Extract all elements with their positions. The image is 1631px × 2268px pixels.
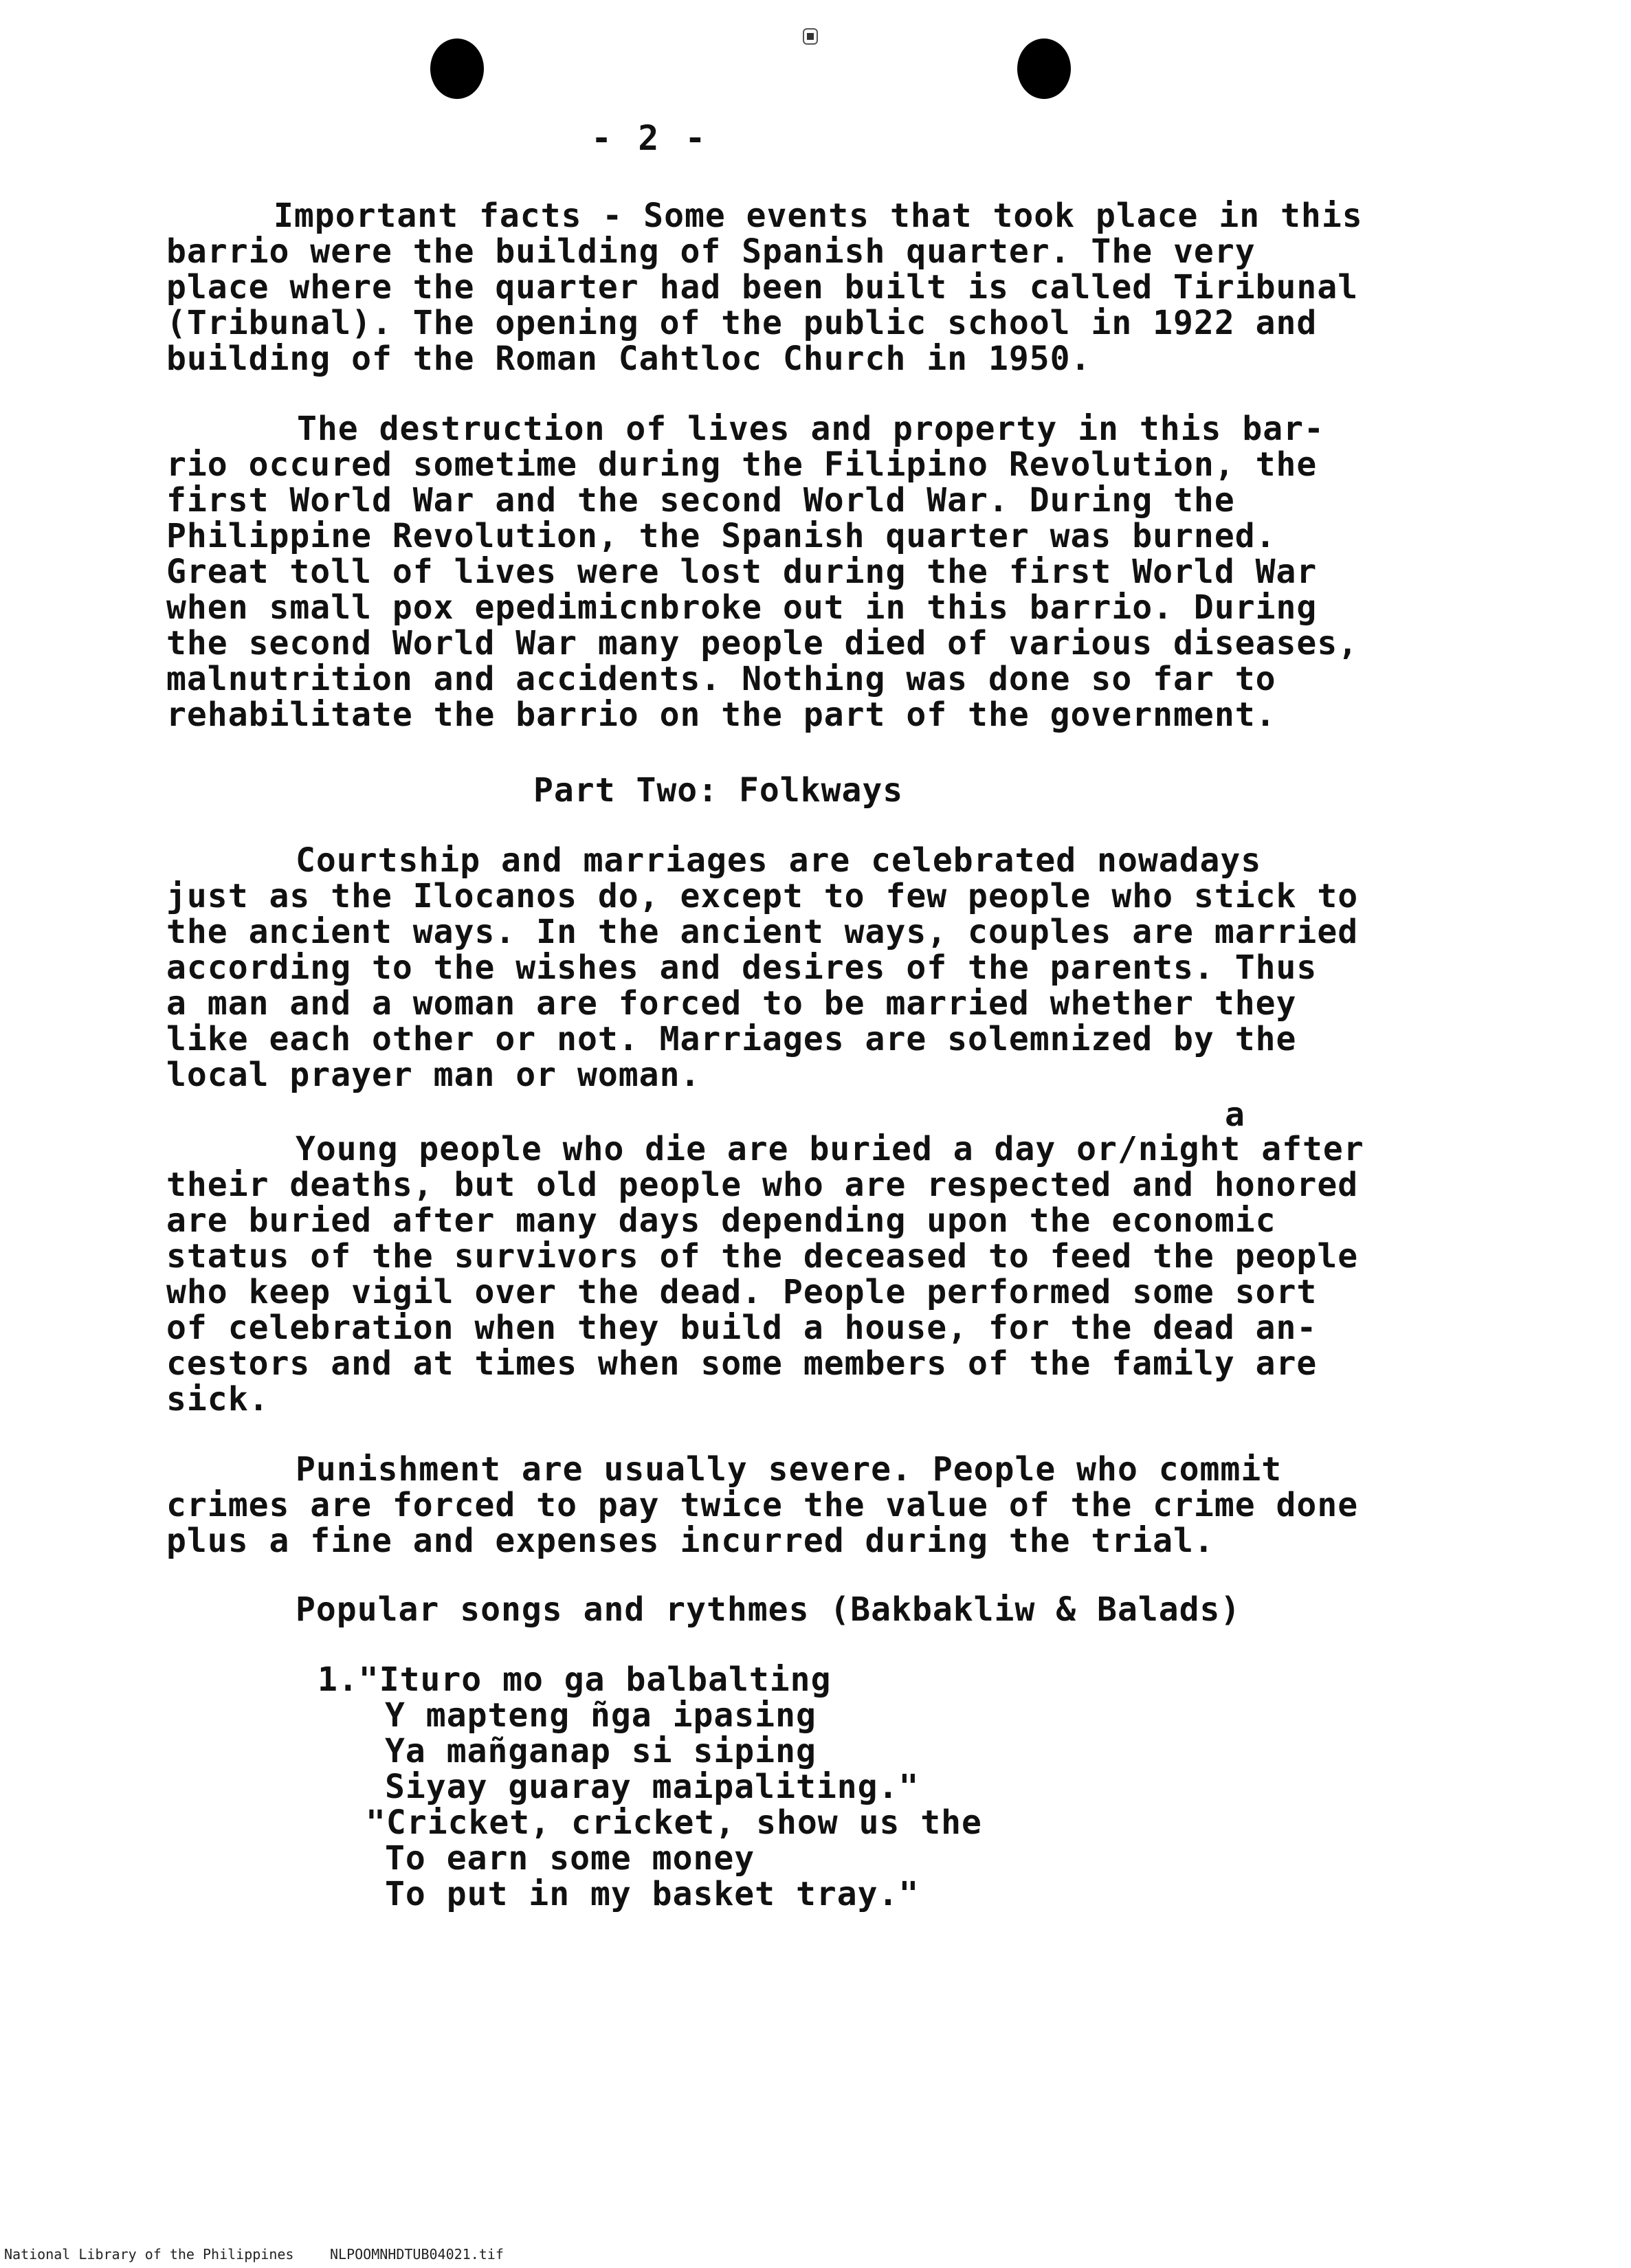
text-line: just as the Ilocanos do, except to few people who stick to <box>166 877 1359 915</box>
text-line: barrio were the building of Spanish quarter. The very <box>166 232 1256 271</box>
text-line: malnutrition and accidents. Nothing was done so far to <box>166 660 1276 698</box>
text-line: cestors and at times when some members of the family are <box>166 1344 1318 1383</box>
song-line: Y mapteng ñga ipasing <box>385 1696 817 1735</box>
text-line: their deaths, but old people who are respected and honored <box>166 1166 1359 1204</box>
text-line: Philippine Revolution, the Spanish quarter was burned. <box>166 517 1276 555</box>
text-line: when small pox epedimicnbroke out in this barrio. During <box>166 588 1318 627</box>
song-line: To put in my basket tray." <box>385 1875 920 1913</box>
text-line: plus a fine and expenses incurred during the trial. <box>166 1522 1214 1560</box>
punch-hole-left <box>430 38 484 99</box>
section-heading: Popular songs and rythmes (Bakbakliw & Balads) <box>296 1590 1241 1629</box>
text-line: rio occured sometime during the Filipino Revolution, the <box>166 445 1318 484</box>
song-line: 1."Ituro mo ga balbalting <box>318 1660 832 1699</box>
text-line: Punishment are usually severe. People who commit <box>296 1450 1283 1489</box>
text-line: Important facts - Some events that took place in this <box>274 197 1363 235</box>
text-line: are buried after many days depending upon the economic <box>166 1201 1276 1240</box>
text-line: place where the quarter had been built is called Tiribunal <box>166 268 1359 307</box>
footer-filename: NLPOOMNHDTUB04021.tif <box>330 2246 504 2263</box>
text-line: according to the wishes and desires of the parents. Thus <box>166 948 1318 987</box>
text-line: like each other or not. Marriages are solemnized by the <box>166 1020 1297 1058</box>
text-line: (Tribunal). The opening of the public school in 1922 and <box>166 304 1318 342</box>
text-line: the ancient ways. In the ancient ways, couples are married <box>166 913 1359 951</box>
text-line: rehabilitate the barrio on the part of the government. <box>166 696 1276 734</box>
stamp-icon <box>801 26 819 47</box>
song-line: To earn some money <box>385 1839 755 1878</box>
text-line: of celebration when they build a house, for the dead an- <box>166 1309 1318 1347</box>
text-line: The destruction of lives and property in this bar- <box>297 410 1324 448</box>
text-line: sick. <box>166 1380 269 1419</box>
text-line: Great toll of lives were lost during the first World War <box>166 553 1318 591</box>
section-heading: Part Two: Folkways <box>533 771 904 810</box>
song-line: Siyay guaray maipaliting." <box>385 1768 920 1806</box>
text-line: status of the survivors of the deceased to feed the people <box>166 1237 1359 1276</box>
text-line: local prayer man or woman. <box>166 1056 701 1094</box>
insertion-mark: a <box>1225 1096 1245 1134</box>
text-line: who keep vigil over the dead. People performed some sort <box>166 1273 1318 1311</box>
punch-hole-right <box>1017 38 1071 99</box>
text-line: crimes are forced to pay twice the value of the crime done <box>166 1486 1359 1524</box>
text-line: first World War and the second World War. During the <box>166 481 1235 520</box>
text-line: building of the Roman Cahtloc Church in 1950. <box>166 340 1091 378</box>
footer-library: National Library of the Philippines <box>4 2246 294 2263</box>
text-line: the second World War many people died of various diseases, <box>166 624 1359 663</box>
text-line: a man and a woman are forced to be married whether they <box>166 984 1297 1023</box>
song-line: Ya mañganap si siping <box>385 1732 817 1770</box>
song-line: "Cricket, cricket, show us the <box>366 1803 982 1842</box>
text-line: Courtship and marriages are celebrated nowadays <box>296 841 1262 880</box>
text-line: Young people who die are buried a day or/night after <box>296 1130 1364 1168</box>
page-number: - 2 - <box>591 118 709 158</box>
